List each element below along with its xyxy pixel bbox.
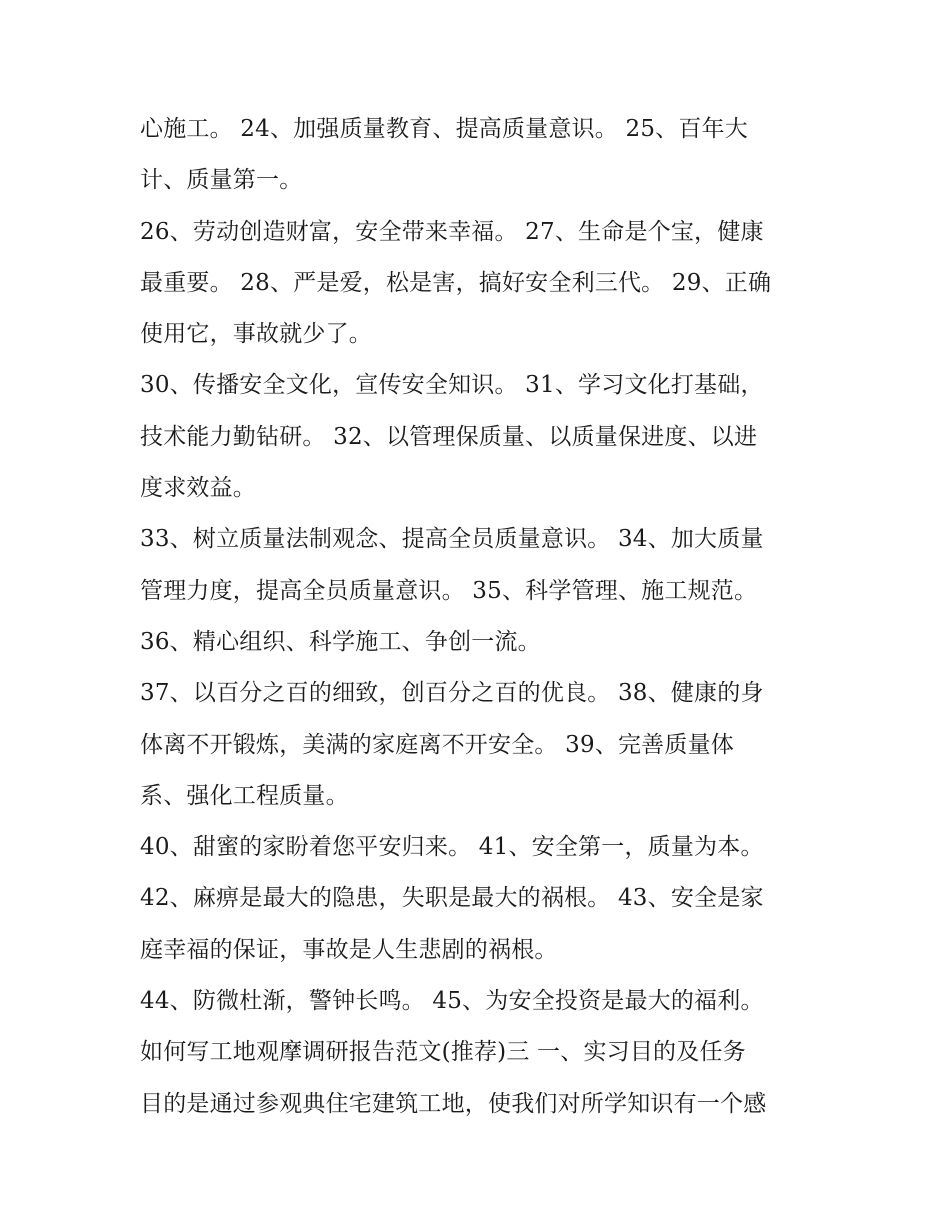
text-line: 如何写工地观摩调研报告范文(推荐)三 一、实习目的及任务 <box>140 1039 746 1066</box>
text-line: 使用它，事故就少了。 <box>140 321 372 348</box>
text-line: 36、精心组织、科学施工、争创一流。 <box>140 628 541 655</box>
text-line: 44、防微杜渐，警钟长鸣。 45、为安全投资是最大的福利。 <box>140 988 764 1015</box>
text-line: 37、以百分之百的细致，创百分之百的优良。 38、健康的身 <box>140 680 764 707</box>
text-line: 目的是通过参观典住宅建筑工地，使我们对所学知识有一个感 <box>140 1090 767 1117</box>
text-line: 度求效益。 <box>140 475 256 502</box>
text-line: 33、树立质量法制观念、提高全员质量意识。 34、加大质量 <box>140 526 764 553</box>
text-line: 管理力度，提高全员质量意识。 35、科学管理、施工规范。 <box>140 577 758 604</box>
text-line: 技术能力勤钻研。 32、以管理保质量、以质量保进度、以进 <box>140 423 758 450</box>
text-line: 庭幸福的保证，事故是人生悲剧的祸根。 <box>140 936 558 963</box>
text-line: 心施工。 24、加强质量教育、提高质量意识。 25、百年大 <box>140 116 748 142</box>
body-text <box>140 104 830 1130</box>
text-line: 40、甜蜜的家盼着您平安归来。 41、安全第一，质量为本。 <box>140 834 764 861</box>
text-line: 系、强化工程质量。 <box>140 782 349 809</box>
text-line: 最重要。 28、严是爱，松是害，搞好安全利三代。 29、正确 <box>140 269 772 296</box>
text-line: 26、劳动创造财富，安全带来幸福。 27、生命是个宝，健康 <box>140 218 764 245</box>
text-line: 计、质量第一。 <box>140 167 303 194</box>
text-line: 体离不开锻炼，美满的家庭离不开安全。 39、完善质量体 <box>140 731 734 758</box>
text-line: 42、麻痹是最大的隐患，失职是最大的祸根。 43、安全是家 <box>140 885 764 912</box>
text-line: 30、传播安全文化，宣传安全知识。 31、学习文化打基础， <box>140 372 764 399</box>
